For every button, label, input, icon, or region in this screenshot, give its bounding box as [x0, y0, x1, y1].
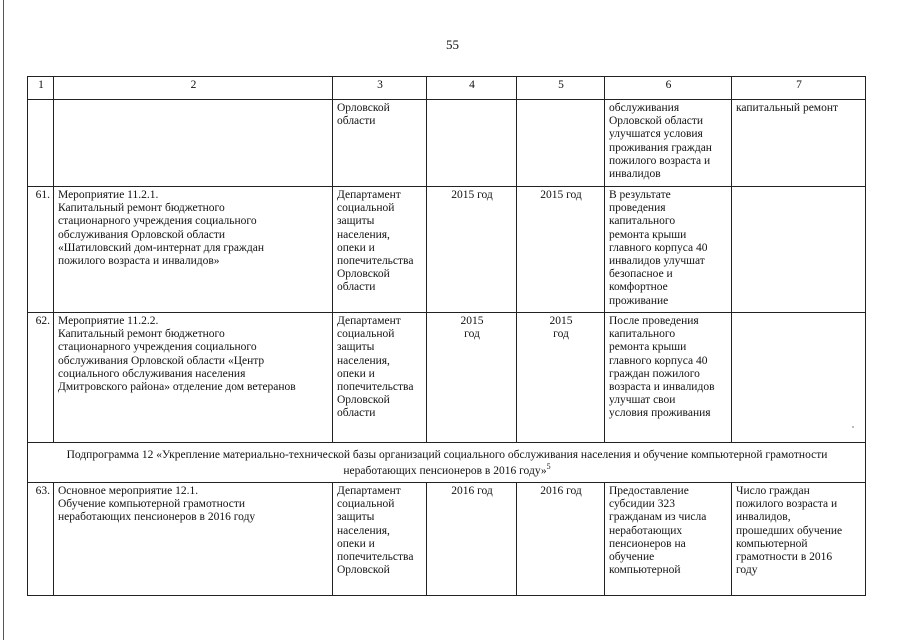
- cell-result: Предоставление субсидии 323 гражданам из числа неработающих пенсионеров на обучение компьютерной: [605, 483, 732, 596]
- subprogram-title: [28, 443, 866, 483]
- page-number: 55: [446, 37, 459, 52]
- cell-start: [427, 100, 517, 187]
- col-header-4: 4: [427, 77, 517, 100]
- col-header-3: 3: [333, 77, 427, 100]
- cell-indicator: капитальный ремонт: [732, 100, 866, 187]
- cell-executor: Департамент социальной защиты населения, опеки и попечительства Орловской области: [333, 187, 427, 313]
- col-header-2: 2: [54, 77, 333, 100]
- cell-end: 2016 год: [517, 483, 605, 596]
- measures-table: [27, 76, 866, 596]
- cell-num: 62.: [28, 313, 54, 443]
- cell-indicator: [732, 313, 866, 443]
- cell-name: [54, 100, 333, 187]
- table-row-63: [28, 483, 866, 596]
- cell-end: 2015 год: [517, 313, 605, 443]
- cell-end: 2015 год: [517, 187, 605, 313]
- table-row-continuation: [28, 100, 866, 187]
- cell-num: 63.: [28, 483, 54, 596]
- table-row-61: [28, 187, 866, 313]
- cell-num: [28, 100, 54, 187]
- cell-start: 2015 год: [427, 187, 517, 313]
- cell-end: [517, 100, 605, 187]
- col-header-6: 6: [605, 77, 732, 100]
- cell-indicator: [732, 187, 866, 313]
- cell-name: Основное мероприятие 12.1. Обучение компьютерной грамотности неработающих пенсионеров в 2016 году: [54, 483, 333, 596]
- cell-indicator: Число граждан пожилого возраста и инвалидов, прошедших обучение компьютерной грамотности в 2016 году: [732, 483, 866, 596]
- subprogram-row: [28, 443, 866, 483]
- cell-result: обслуживания Орловской области улучшатся условия проживания граждан пожилого возраста и инвалидов: [605, 100, 732, 187]
- scan-speck: [852, 426, 854, 428]
- cell-start: 2015 год: [427, 313, 517, 443]
- cell-result: В результате проведения капитального ремонта крыши главного корпуса 40 инвалидов улучшат безопасное и комфортное проживание: [605, 187, 732, 313]
- subprogram-text: Подпрограмма 12 «Укрепление материально-технической базы организаций социального обслуживания населения и обучение компьютерной грамотности неработающих пенсионеров в 2016 году»: [66, 448, 828, 477]
- header-row: [28, 77, 866, 100]
- cell-start: 2016 год: [427, 483, 517, 596]
- cell-result: После проведения капитального ремонта крыши главного корпуса 40 граждан пожилого возраста и инвалидов улучшат свои условия проживания: [605, 313, 732, 443]
- cell-num: 61.: [28, 187, 54, 313]
- table-row-62: [28, 313, 866, 443]
- col-header-7: 7: [732, 77, 866, 100]
- cell-executor: Департамент социальной защиты населения, опеки и попечительства Орловской: [333, 483, 427, 596]
- scan-edge-line: [3, 0, 4, 640]
- footnote-mark: 5: [546, 462, 551, 472]
- cell-executor: Орловской области: [333, 100, 427, 187]
- cell-name: Мероприятие 11.2.1. Капитальный ремонт бюджетного стационарного учреждения социального обслуживания Орловской области «Шатиловский дом-интернат для граждан пожилого возраста и инвалидов»: [54, 187, 333, 313]
- col-header-5: 5: [517, 77, 605, 100]
- cell-name: Мероприятие 11.2.2. Капитальный ремонт бюджетного стационарного учреждения социального обслуживания Орловской области «Центр социального обслуживания населения Дмитровского района» отделение дом ветеранов: [54, 313, 333, 443]
- col-header-1: 1: [28, 77, 54, 100]
- cell-executor: Департамент социальной защиты населения, опеки и попечительства Орловской области: [333, 313, 427, 443]
